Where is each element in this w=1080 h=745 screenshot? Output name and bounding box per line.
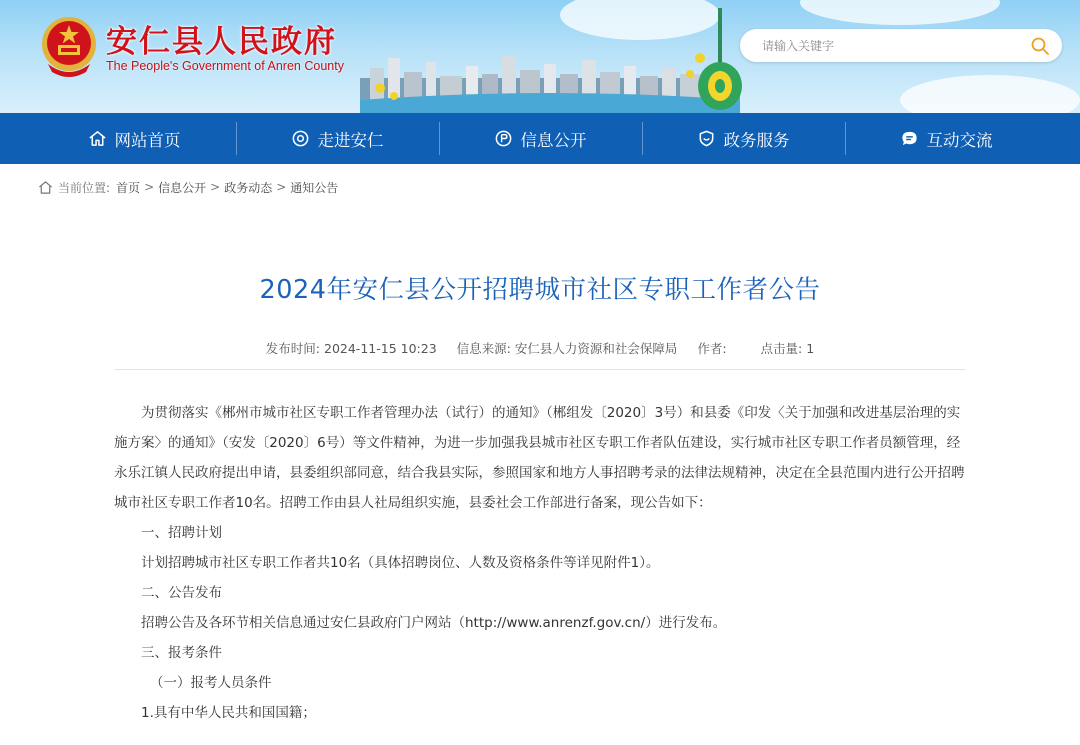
meta-source — [457, 341, 678, 356]
cloud-decoration — [800, 0, 1000, 25]
home-icon — [88, 129, 107, 148]
meta-author-label: 作者: — [697, 341, 727, 356]
article-title: 2024年安仁县公开招聘城市社区专职工作者公告 — [259, 275, 821, 305]
chat-icon — [900, 129, 919, 148]
article-meta — [114, 339, 966, 370]
nav-item-services[interactable] — [642, 113, 845, 164]
home-icon — [38, 180, 53, 195]
breadcrumb-link-home[interactable]: 首页 — [116, 180, 141, 195]
search-icon[interactable] — [1030, 36, 1050, 56]
nav-item-label: 网站首页 — [114, 130, 181, 150]
cloud-decoration — [900, 75, 1080, 113]
nav-item-label: 互动交流 — [926, 130, 993, 150]
nav-item-about[interactable] — [236, 113, 439, 164]
search-box — [740, 29, 1062, 62]
breadcrumb-link-news[interactable]: 政务动态 — [224, 180, 273, 195]
section-text: 招聘公告及各环节相关信息通过安仁县政府门户网站（http://www.anrenzf.gov.cn/）进行发布。 — [141, 615, 727, 631]
section-heading: 一、招聘计划 — [141, 525, 222, 541]
article-content — [114, 398, 966, 728]
breadcrumb — [0, 164, 1080, 210]
tower-image — [695, 8, 745, 113]
breadcrumb-separator: > — [144, 180, 155, 194]
breadcrumb-separator: > — [276, 180, 287, 194]
meta-clicks — [761, 341, 815, 356]
national-emblem-icon — [40, 14, 98, 78]
site-title[interactable]: 安仁县人民政府 — [106, 24, 337, 60]
breadcrumb-label: 当前位置: — [58, 180, 111, 195]
search-input[interactable] — [762, 39, 1030, 53]
nav-item-home[interactable] — [33, 113, 236, 164]
site-subtitle: The People's Government of Anren County — [106, 59, 344, 73]
nav-item-label: 走进安仁 — [317, 130, 384, 150]
breadcrumb-separator: > — [210, 180, 221, 194]
info-icon — [494, 129, 513, 148]
nav-item-label: 政务服务 — [723, 130, 790, 150]
section-text: 1.具有中华人民共和国国籍； — [141, 705, 316, 721]
meta-source-value: 安仁县人力资源和社会保障局 — [514, 341, 678, 356]
nav-item-interaction[interactable] — [845, 113, 1048, 164]
header-banner — [0, 0, 1080, 113]
nav-item-label: 信息公开 — [520, 130, 587, 150]
meta-clicks-value: 1 — [806, 341, 815, 356]
meta-source-label: 信息来源: — [456, 341, 511, 356]
meta-author — [697, 341, 730, 356]
breadcrumb-link-notices[interactable]: 通知公告 — [290, 180, 339, 195]
section-heading: 三、报考条件 — [141, 645, 222, 661]
main-nav — [0, 113, 1080, 164]
section-text: 计划招聘城市社区专职工作者共10名（具体招聘岗位、人数及资格条件等详见附件1）。 — [141, 555, 660, 571]
meta-publish-time: 2024-11-15 10:23 — [324, 341, 437, 356]
section-heading: 二、公告发布 — [141, 585, 222, 601]
compass-icon — [291, 129, 310, 148]
breadcrumb-link-info[interactable]: 信息公开 — [158, 180, 207, 195]
service-icon — [697, 129, 716, 148]
meta-publish-label: 发布时间: — [265, 341, 321, 356]
meta-clicks-label: 点击量: — [760, 341, 803, 356]
nav-item-info[interactable] — [439, 113, 642, 164]
article — [114, 270, 966, 728]
meta-publish — [266, 341, 437, 356]
article-intro: 为贯彻落实《郴州市城市社区专职工作者管理办法（试行）的通知》（郴组发〔2020〕3号）和县委《印发〈关于加强和改进基层治理的实施方案〉的通知》（安发〔2020〕6号）等文件精神，为进一步加强我县城市社区专职工作者队伍建设，实行城市社区专职工作者员额管理，经永乐江镇人民政府提出申请，县委组织部同意，结合我县实际，参照国家和地方人事招聘考录的法律法规精神，决定在全县范围内进行公开招聘城市社区专职工作者10名。招聘工作由县人社局组织实施，县委社会工作部进行备案，现公告如下： — [114, 405, 965, 511]
cityscape-image — [360, 38, 740, 113]
subsection-heading: （一）报考人员条件 — [150, 675, 272, 691]
